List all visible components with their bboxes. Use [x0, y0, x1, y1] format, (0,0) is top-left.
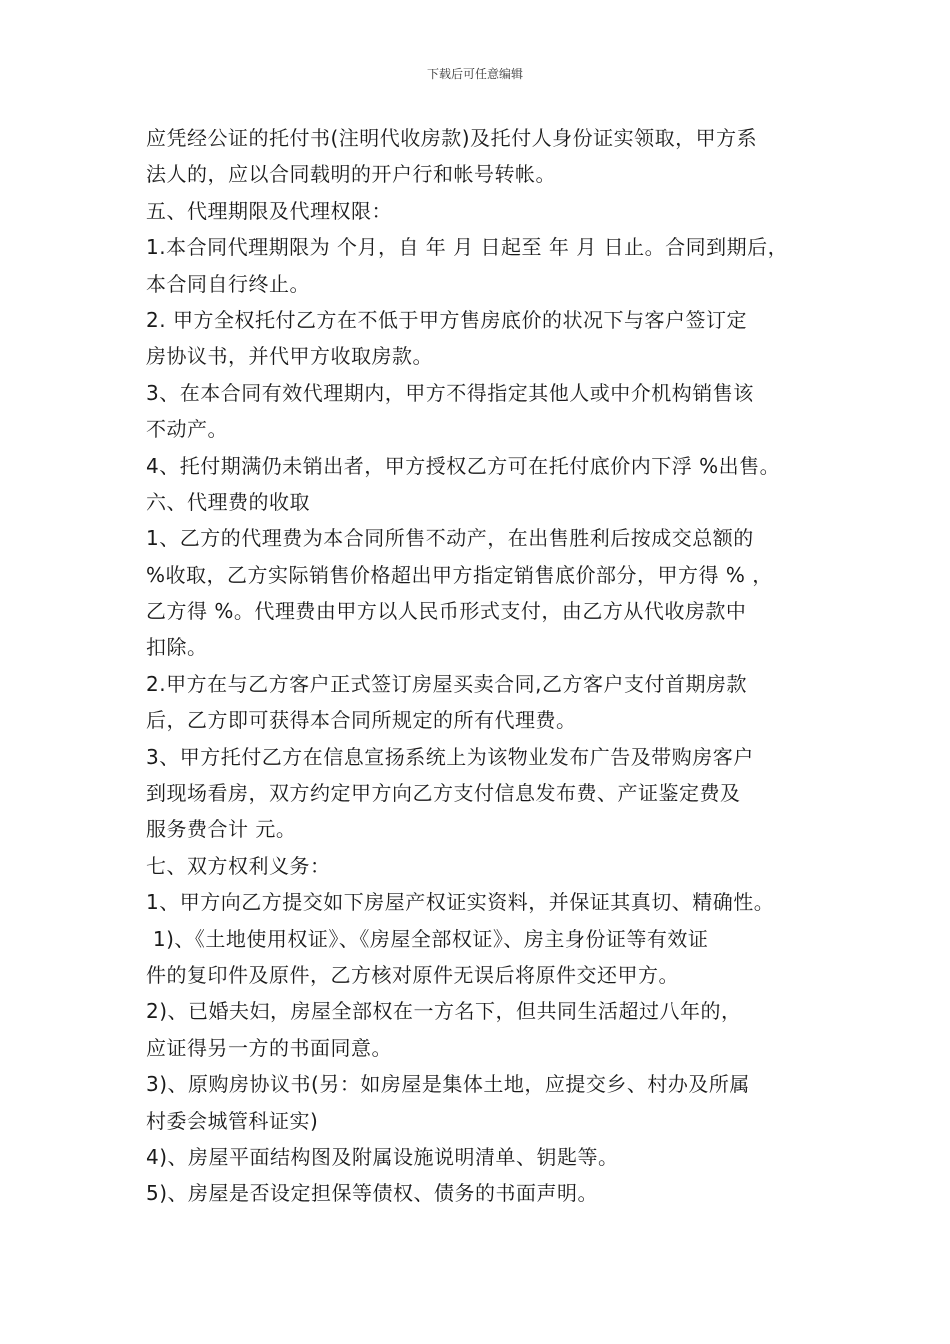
text-line: 扣除。 [146, 635, 208, 660]
text-line: 3、甲方托付乙方在信息宣扬系统上为该物业发布广告及带购房客户 [146, 744, 754, 769]
text-line: 1、甲方向乙方提交如下房屋产权证实资料，并保证其真切、精确性。 [146, 890, 775, 915]
text-line: 1)、《土地使用权证》、《房屋全部权证》、房主身份证等有效证 [146, 926, 709, 951]
text-line: 应凭经公证的托付书(注明代收房款)及托付人身份证实领取，甲方系 [146, 126, 758, 150]
text-line: 房协议书，并代甲方收取房款。 [146, 344, 433, 369]
text-line: 后，乙方即可获得本合同所规定的所有代理费。 [146, 708, 577, 733]
text-line: 应证得另一方的书面同意。 [146, 1035, 392, 1060]
text-line: 法人的，应以合同载明的开户行和帐号转帐。 [146, 162, 556, 187]
text-line: 1.本合同代理期限为 个月，自 年 月 日起至 年 月 日止。合同到期后， [146, 235, 789, 260]
text-line: 2. 甲方全权托付乙方在不低于甲方售房底价的状况下与客户签订定 [146, 307, 747, 332]
page-header: 下载后可任意编辑 [426, 67, 523, 81]
text-line: 3、在本合同有效代理期内，甲方不得指定其他人或中介机构销售该 [146, 380, 754, 405]
text-line: 村委会城管科证实) [146, 1108, 319, 1133]
text-line: 乙方得 %。代理费由甲方以人民币形式支付，由乙方从代收房款中 [146, 599, 747, 624]
text-line: 5)、房屋是否设定担保等债权、债务的书面声明。 [146, 1181, 599, 1206]
text-line: %收取，乙方实际销售价格超出甲方指定销售底价部分，甲方得 % ， [146, 562, 773, 587]
section-heading: 七、双方权利义务： [146, 853, 331, 878]
text-line: 3)、原购房协议书(另：如房屋是集体土地，应提交乡、村办及所属 [146, 1072, 750, 1097]
text-line: 件的复印件及原件，乙方核对原件无误后将原件交还甲方。 [146, 962, 679, 987]
text-line: 1、乙方的代理费为本合同所售不动产，在出售胜利后按成交总额的 [146, 526, 754, 551]
text-line: 4、托付期满仍未销出者，甲方授权乙方可在托付底价内下浮 %出售。 [146, 453, 781, 478]
document-body [146, 120, 836, 1212]
section-heading: 五、代理期限及代理权限： [146, 198, 392, 223]
text-line: 到现场看房，双方约定甲方向乙方支付信息发布费、产证鉴定费及 [146, 781, 741, 806]
text-line: 不动产。 [146, 417, 228, 442]
text-line: 2.甲方在与乙方客户正式签订房屋买卖合同,乙方客户支付首期房款 [146, 671, 747, 696]
text-line: 4)、房屋平面结构图及附属设施说明清单、钥匙等。 [146, 1144, 619, 1169]
section-heading: 六、代理费的收取 [146, 489, 310, 514]
text-line: 本合同自行终止。 [146, 271, 310, 296]
text-line: 2)、已婚夫妇，房屋全部权在一方名下，但共同生活超过八年的， [146, 999, 742, 1024]
text-line: 服务费合计 元。 [146, 817, 297, 842]
